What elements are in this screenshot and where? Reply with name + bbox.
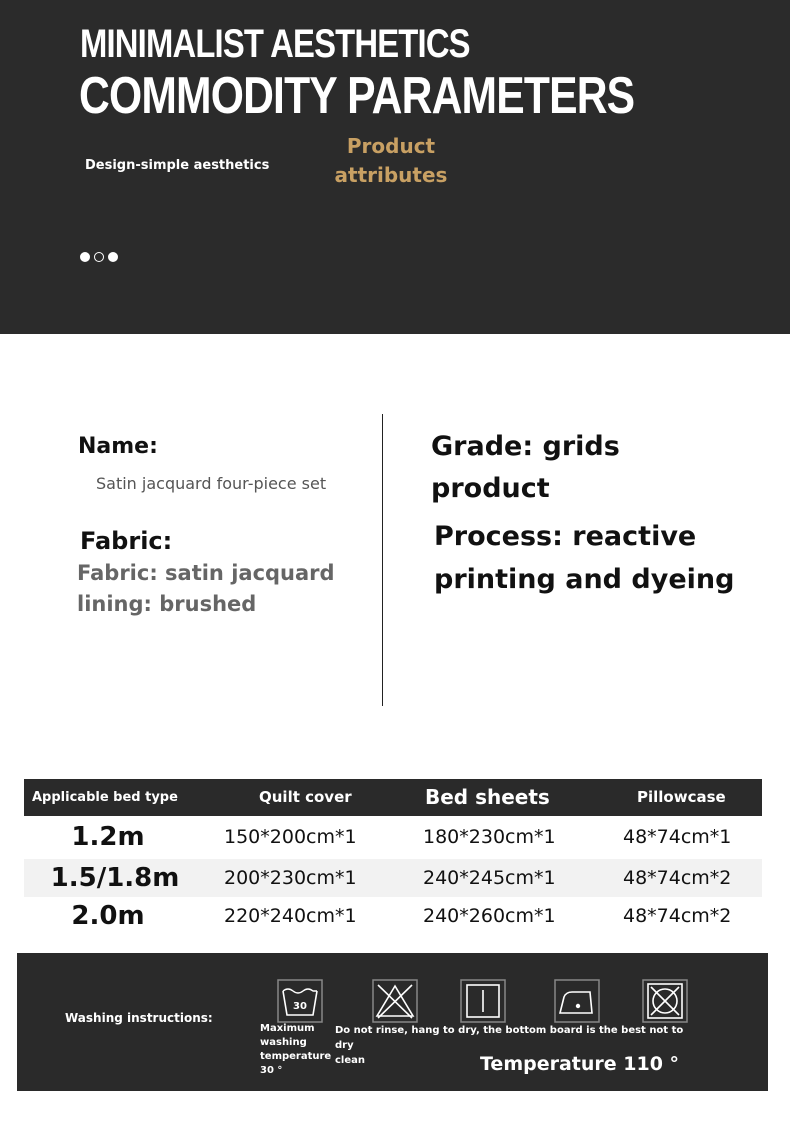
size-table [24, 779, 762, 935]
title-line-1: MINIMALIST AESTHETICS [80, 22, 470, 66]
max-temp-line-3: temperature [260, 1051, 332, 1062]
carousel-dot-1[interactable] [80, 252, 90, 262]
product-attributes-line-1: Product [346, 134, 436, 158]
header-bed-sheets: Bed sheets [425, 785, 550, 809]
cell-bed-sheets: 240*260cm*1 [423, 905, 556, 927]
process-line-1: Process: reactive [434, 521, 697, 552]
cell-bed-type: 1.2m [71, 822, 145, 852]
wash-30-icon [277, 979, 323, 1023]
do-not-bleach-icon [372, 979, 418, 1023]
cell-quilt-cover: 220*240cm*1 [224, 905, 357, 927]
rinse-line-1: Do not rinse, hang to dry, the bottom board is the best not to dry [335, 1025, 684, 1051]
rinse-line-2: clean [335, 1055, 366, 1066]
grade-text [431, 426, 761, 510]
iron-icon [554, 979, 600, 1023]
table-row [24, 897, 762, 935]
design-tab[interactable]: Design-simple aesthetics [85, 158, 270, 173]
cell-pillowcase: 48*74cm*2 [623, 867, 732, 889]
carousel-dot-2[interactable] [94, 252, 104, 262]
cell-bed-type: 1.5/1.8m [50, 863, 180, 893]
washing-label: Washing instructions: [65, 1011, 213, 1025]
grade-line-1: Grade: grids [431, 431, 620, 462]
hang-dry-icon [460, 979, 506, 1023]
cell-bed-type: 2.0m [71, 901, 145, 931]
max-temperature-text [260, 1022, 340, 1078]
max-temp-line-4: 30 ° [260, 1065, 283, 1076]
wash-temp-icon-text: 30 [293, 1001, 307, 1012]
process-line-2: printing and dyeing [434, 564, 735, 595]
washing-instructions-panel [17, 953, 768, 1091]
max-temp-line-2: washing [260, 1037, 307, 1048]
fabric-label: Fabric: [80, 527, 173, 555]
carousel-dot-3[interactable] [108, 252, 118, 262]
header-bed-type: Applicable bed type [32, 790, 178, 805]
table-row [24, 859, 762, 897]
cell-quilt-cover: 200*230cm*1 [224, 867, 357, 889]
name-value: Satin jacquard four-piece set [96, 474, 327, 493]
iron-temperature-text: Temperature 110 ° [480, 1053, 680, 1075]
header-quilt-cover: Quilt cover [259, 788, 352, 806]
header-banner [0, 0, 790, 334]
product-attributes-tab[interactable] [332, 132, 450, 190]
table-row [24, 818, 762, 856]
cell-bed-sheets: 180*230cm*1 [423, 826, 556, 848]
header-pillowcase: Pillowcase [637, 788, 726, 806]
divider [382, 414, 383, 706]
grade-line-2: product [431, 473, 550, 504]
cell-quilt-cover: 150*200cm*1 [224, 826, 357, 848]
cell-pillowcase: 48*74cm*2 [623, 905, 732, 927]
table-header [24, 779, 762, 816]
fabric-value-line-2: lining: brushed [77, 592, 257, 616]
cell-pillowcase: 48*74cm*1 [623, 826, 732, 848]
process-text [434, 515, 774, 601]
cell-bed-sheets: 240*245cm*1 [423, 867, 556, 889]
title-line-2: COMMODITY PARAMETERS [79, 67, 635, 125]
carousel-dots [80, 252, 118, 262]
name-label: Name: [78, 434, 158, 459]
fabric-value-line-1: Fabric: satin jacquard [77, 561, 335, 585]
max-temp-line-1: Maximum [260, 1023, 315, 1034]
do-not-dry-clean-icon [642, 979, 688, 1023]
product-attributes-line-2: attributes [334, 163, 448, 187]
